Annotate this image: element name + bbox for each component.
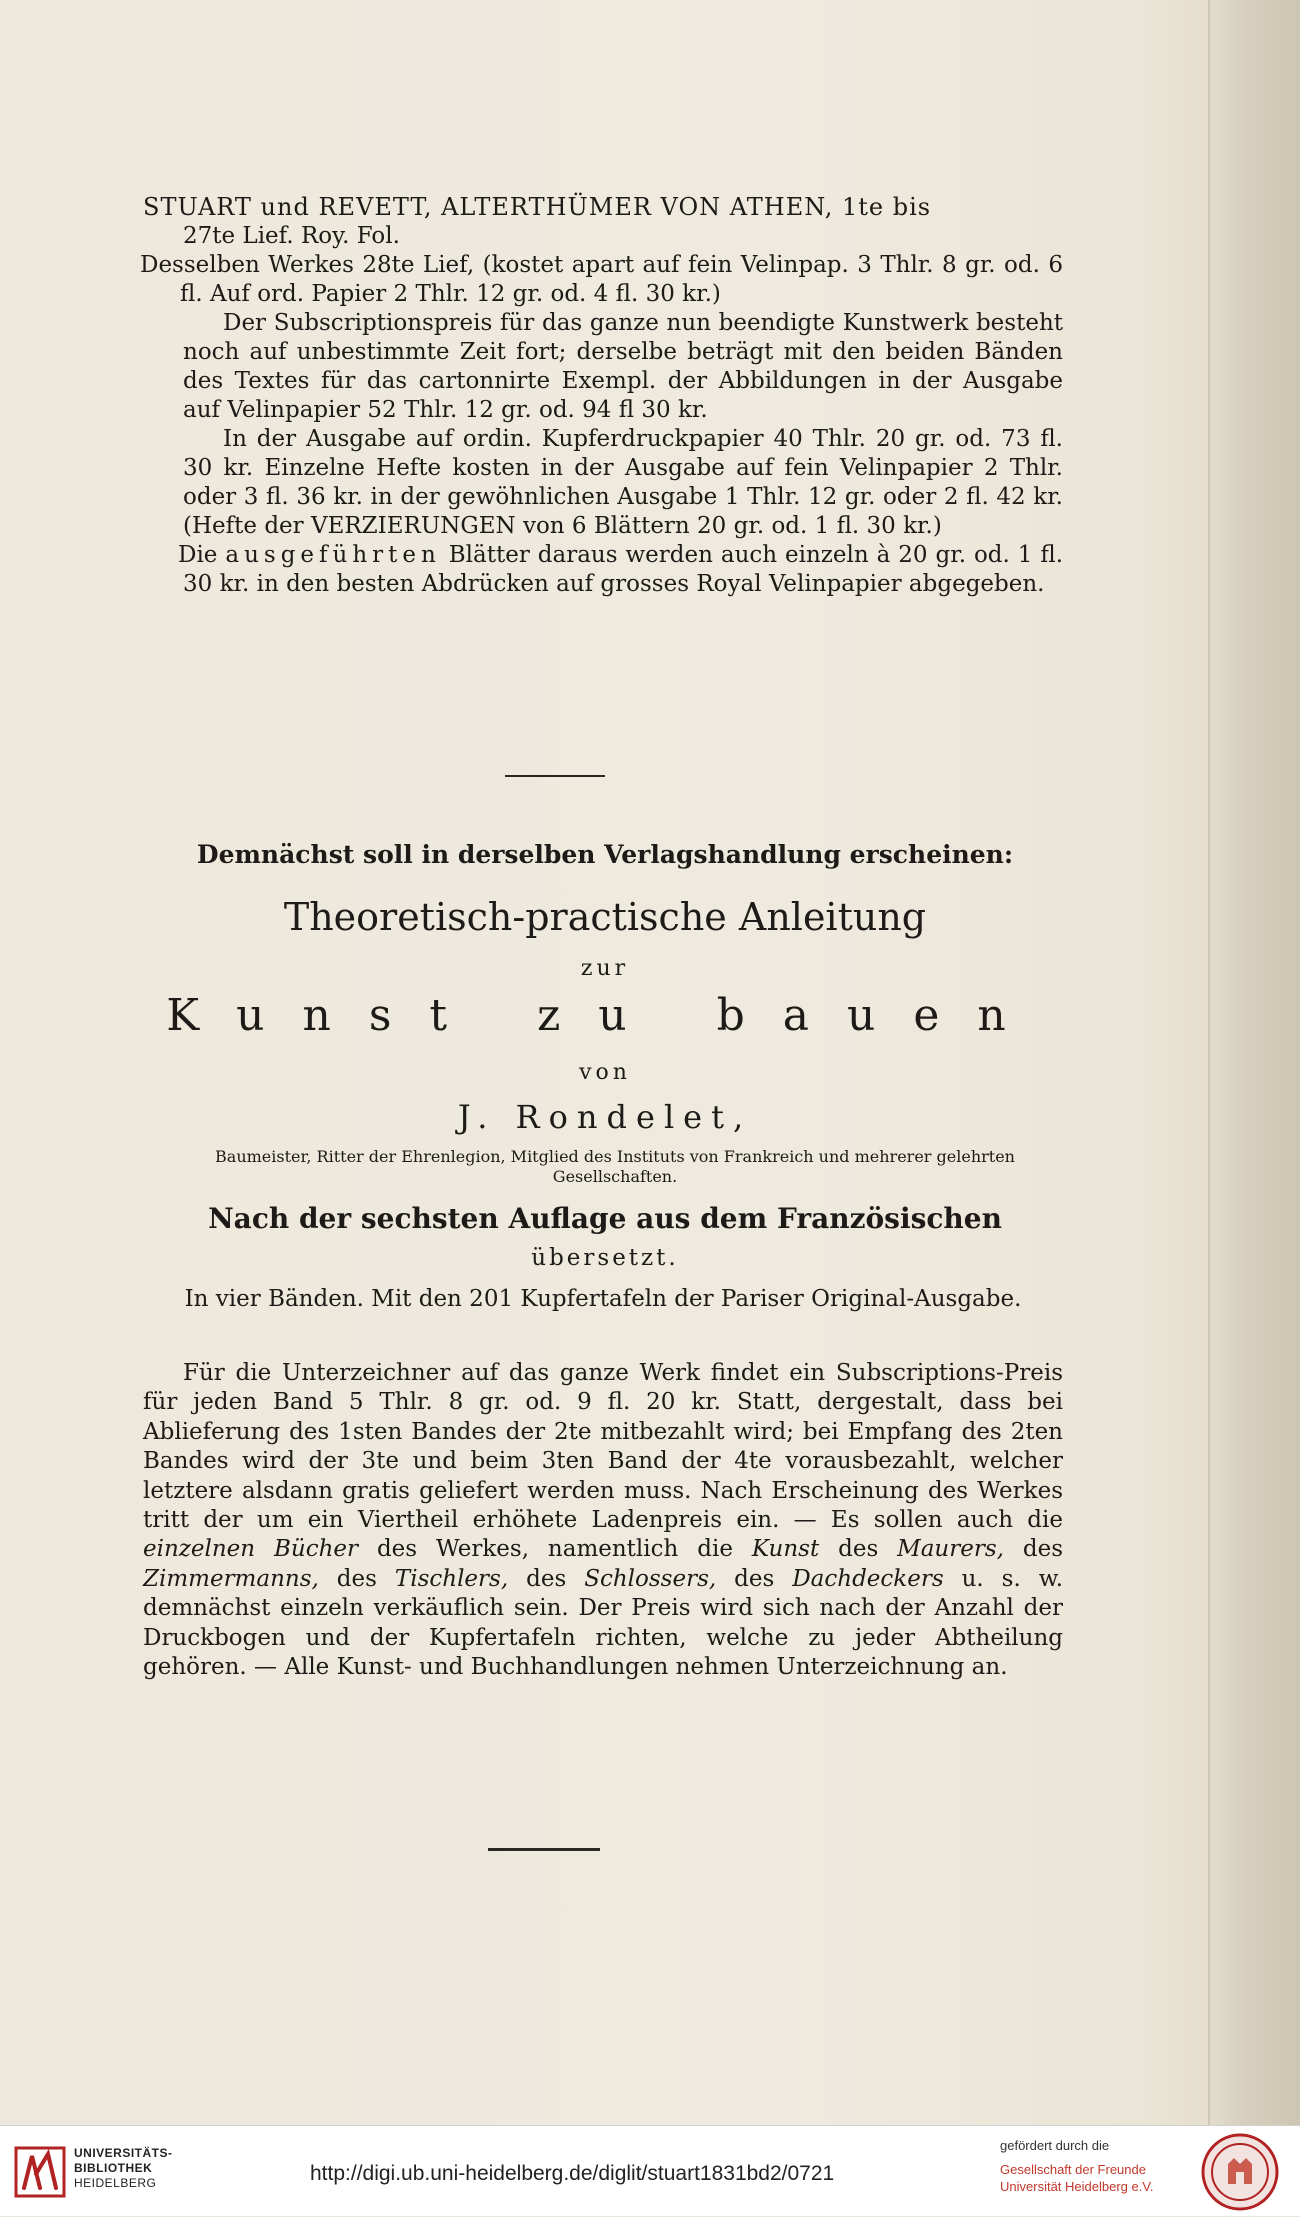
body-part-c: des [819,1536,898,1563]
body-part-b: des Werkes, namentlich die [358,1536,752,1563]
entry-paragraph-2: Der Subscriptionspreis für das ganze nun beendigte Kunstwerk besteht noch auf unbestimmte Zeit fort; derselbe beträgt mit den beiden Bänden des Textes für das cartonnirte Exempl. der Abbildungen in der Ausgabe auf Velinpapier 52 Thlr. 12 gr. od. 94 fl 30 kr. [183,310,1063,423]
entry-paragraph-4 [143,541,1063,599]
logo-line-2: BIBLIOTHEK [74,2161,153,2175]
library-logo-text [74,2146,173,2191]
author-credentials: Baumeister, Ritter der Ehrenlegion, Mitglied des Instituts von Frankreich und mehrerer gelehrten Gesellschaften. [215,1147,1015,1186]
entry-paragraph-1: Desselben Werkes 28te Lief, (kostet apart auf fein Velinpap. 3 Thlr. 8 gr. od. 6 fl. Auf ord. Papier 2 Thlr. 12 gr. od. 4 fl. 30 kr.) [140,252,1063,307]
author-name: J. Rondelet, [457,1098,753,1136]
permalink-url[interactable]: http://digi.ub.uni-heidelberg.de/diglit/stuart1831bd2/0721 [310,2162,835,2185]
book-title-zur: zur [580,956,630,981]
p4-start: Die [178,542,226,568]
logo-line-3: HEIDELBERG [74,2176,157,2190]
sponsor-line-2: Universität Heidelberg e.V. [1000,2179,1154,2194]
library-logo-icon [14,2144,66,2200]
separator-rule-2 [488,1848,600,1851]
stuart-revett-entry [140,193,1064,599]
body-part-d: des [1003,1536,1063,1563]
body-part-e: des [318,1565,395,1592]
sponsor-line-1: Gesellschaft der Freunde [1000,2162,1146,2177]
university-seal-icon [1200,2132,1280,2212]
digitization-footer [0,2125,1300,2216]
logo-line-1: UNIVERSITÄTS- [74,2146,173,2160]
entry-title-line: STUART und REVETT, ALTERTHÜMER VON ATHEN, 1te bis [143,193,932,221]
body-italic-3: Maurers, [897,1536,1004,1563]
body-italic-7: Dachdeckers [792,1565,944,1592]
edition-line: Nach der sechsten Auflage aus dem Französischen [208,1202,1002,1235]
entry-paragraph-3: In der Ausgabe auf ordin. Kupferdruckpapier 40 Thlr. 20 gr. od. 73 fl. 30 kr. Einzelne Hefte kosten in der Ausgabe auf fein Velinpapier 2 Thlr. oder 3 fl. 36 kr. in der gewöhnlichen Ausgabe 1 Thlr. 12 gr. oder 2 fl. 42 kr. (Hefte der VERZIERUNGEN von 6 Blättern 20 gr. od. 1 fl. 30 kr.) [183,426,1063,539]
book-title-line-1: Theoretisch-practische Anleitung [283,895,927,939]
body-italic-2: Kunst [751,1536,820,1563]
book-title-von: von [579,1060,631,1085]
separator-rule-1 [505,775,605,777]
p4-rest: Blätter daraus werden auch einzeln à 20 gr. od. 1 fl. 30 kr. in den besten Abdrücken auf grosses Royal Velinpapier abgegeben. [183,542,1064,597]
body-part-g: des [716,1565,793,1592]
sponsor-label: gefördert durch die [1000,2138,1110,2153]
body-part-h: u. s. w. demnächst einzeln verkäuflich sein. Der Preis wird sich nach der Anzahl der Druckbogen und der Kupfertafeln richten, welche zu jeder Abtheilung gehören. — Alle Kunst- und Buchhandlungen nehmen Unterzeichnung an. [143,1565,1064,1681]
entry-title-line-2: 27te Lief. Roy. Fol. [183,223,400,249]
body-italic-6: Schlossers, [584,1565,717,1592]
p4-spaced: ausgeführten [225,542,441,568]
body-part-a: Für die Unterzeichner auf das ganze Werk findet ein Subscriptions-Preis für jeden Band 5 Thlr. 8 gr. od. 9 fl. 20 kr. Statt, dergestalt, dass bei Ablieferung des 1sten Bandes der 2te mitbezahlt wird; bei Empfang des 2ten Bandes wird der 3te und beim 3ten Band der 4te vorausbezahlt, welcher letztere alsdann gratis geliefert werden muss. Nach Erscheinung des Werkes tritt der um ein Viertheil erhöhete Ladenpreis ein. — Es sollen auch die [143,1360,1063,1534]
translated-line: übersetzt. [531,1245,679,1271]
book-title-line-2: Kunst zu bauen [166,990,1044,1041]
volumes-line: In vier Bänden. Mit den 201 Kupfertafeln der Pariser Original-Ausgabe. [184,1286,1022,1312]
announcement-line: Demnächst soll in derselben Verlagshandlung erscheinen: [196,840,1014,869]
sponsor-name [1000,2161,1153,2195]
body-italic-5: Tischlers, [394,1565,509,1592]
body-italic-1: einzelnen Bücher [143,1536,359,1563]
body-part-f: des [508,1565,585,1592]
subscription-paragraph [143,1359,1063,1682]
body-italic-4: Zimmermanns, [143,1565,319,1592]
page-spine-shadow [1208,0,1300,2125]
